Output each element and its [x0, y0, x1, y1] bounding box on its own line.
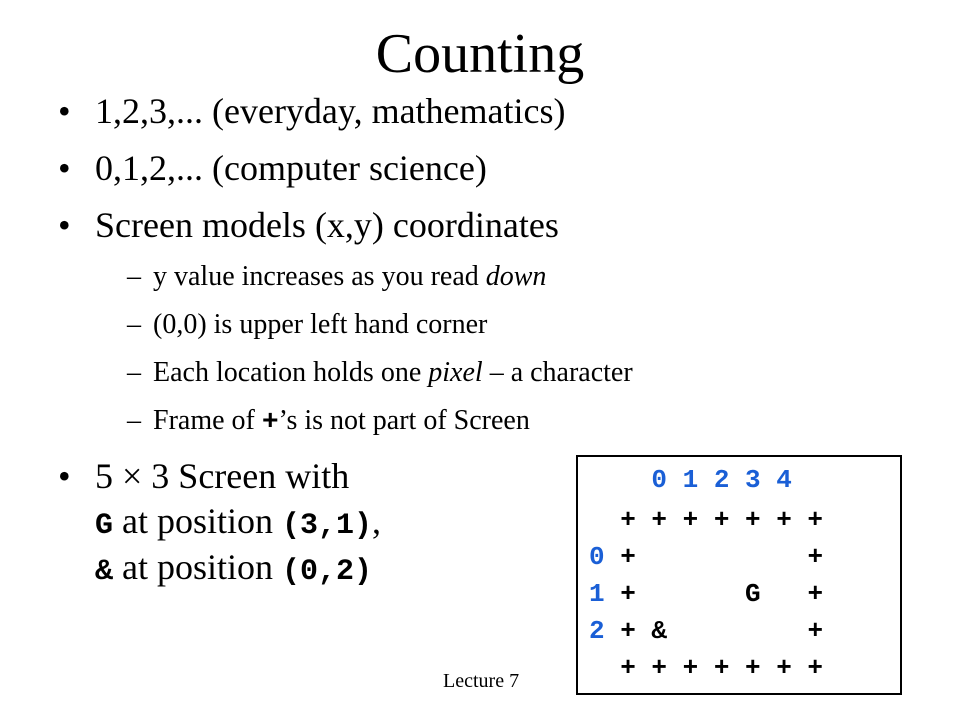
- char-g: G: [95, 509, 114, 543]
- subbullet-text: Frame of: [153, 405, 262, 436]
- grid-column-indices: 0 1 2 3 4: [589, 465, 792, 495]
- grid-frame-top: + + + + + + +: [589, 505, 824, 535]
- dash-marker: –: [127, 261, 141, 292]
- slide-title: Counting: [375, 23, 585, 85]
- subbullet-text: (0,0) is upper left hand corner: [153, 309, 488, 340]
- grid-row-1: [589, 579, 823, 609]
- position-text: at position: [113, 501, 283, 541]
- bullet-marker: •: [58, 91, 71, 131]
- bullet-everyday: [58, 90, 566, 132]
- row-index: 2: [589, 616, 605, 646]
- bullet-text: 5 × 3 Screen with: [95, 456, 350, 496]
- coord-amp: (0,2): [282, 555, 373, 589]
- bullet-computer-science: [58, 147, 487, 189]
- bullet-screen-example: [58, 455, 349, 497]
- row-index: 0: [589, 542, 605, 572]
- bullet-screen-models: [58, 204, 559, 246]
- bullet-marker: •: [58, 205, 71, 245]
- row-content: + & +: [604, 616, 824, 646]
- grid-frame-bottom: + + + + + + +: [589, 653, 824, 683]
- subbullet-emphasis: pixel: [428, 357, 483, 388]
- bullet-continuation-g: [95, 500, 381, 547]
- bullet-marker: •: [58, 148, 71, 188]
- bullet-continuation-amp: [95, 546, 372, 593]
- dash-marker: –: [127, 309, 141, 340]
- subbullet-text: Each location holds one: [153, 357, 429, 388]
- subbullet-frame: [127, 404, 530, 440]
- subbullet-emphasis: down: [485, 261, 547, 292]
- grid-row-0: [589, 542, 823, 572]
- screen-grid-box: [576, 455, 902, 695]
- position-text: at position: [113, 547, 283, 587]
- row-content: + G +: [604, 579, 824, 609]
- subbullet-pixel: [127, 356, 633, 390]
- subbullet-origin: [127, 308, 487, 342]
- dash-marker: –: [127, 405, 141, 436]
- grid-row-2: [589, 616, 823, 646]
- subbullet-mono: +: [261, 407, 279, 438]
- dash-marker: –: [127, 357, 141, 388]
- row-content: + +: [604, 542, 824, 572]
- bullet-marker: •: [58, 456, 71, 496]
- comma: ,: [372, 501, 382, 541]
- subbullet-text-tail: – a character: [482, 357, 633, 388]
- subbullet-text-tail: ’s is not part of Screen: [278, 405, 530, 436]
- subbullet-text: y value increases as you read: [153, 261, 486, 292]
- bullet-text: Screen models (x,y) coordinates: [95, 205, 559, 245]
- footer-lecture-label: Lecture 7: [443, 670, 520, 692]
- char-amp: &: [95, 555, 114, 589]
- subbullet-y-value: [127, 260, 546, 294]
- coord-g: (3,1): [282, 509, 373, 543]
- bullet-text: 0,1,2,... (computer science): [95, 148, 487, 188]
- bullet-text: 1,2,3,... (everyday, mathematics): [95, 91, 566, 131]
- row-index: 1: [589, 579, 605, 609]
